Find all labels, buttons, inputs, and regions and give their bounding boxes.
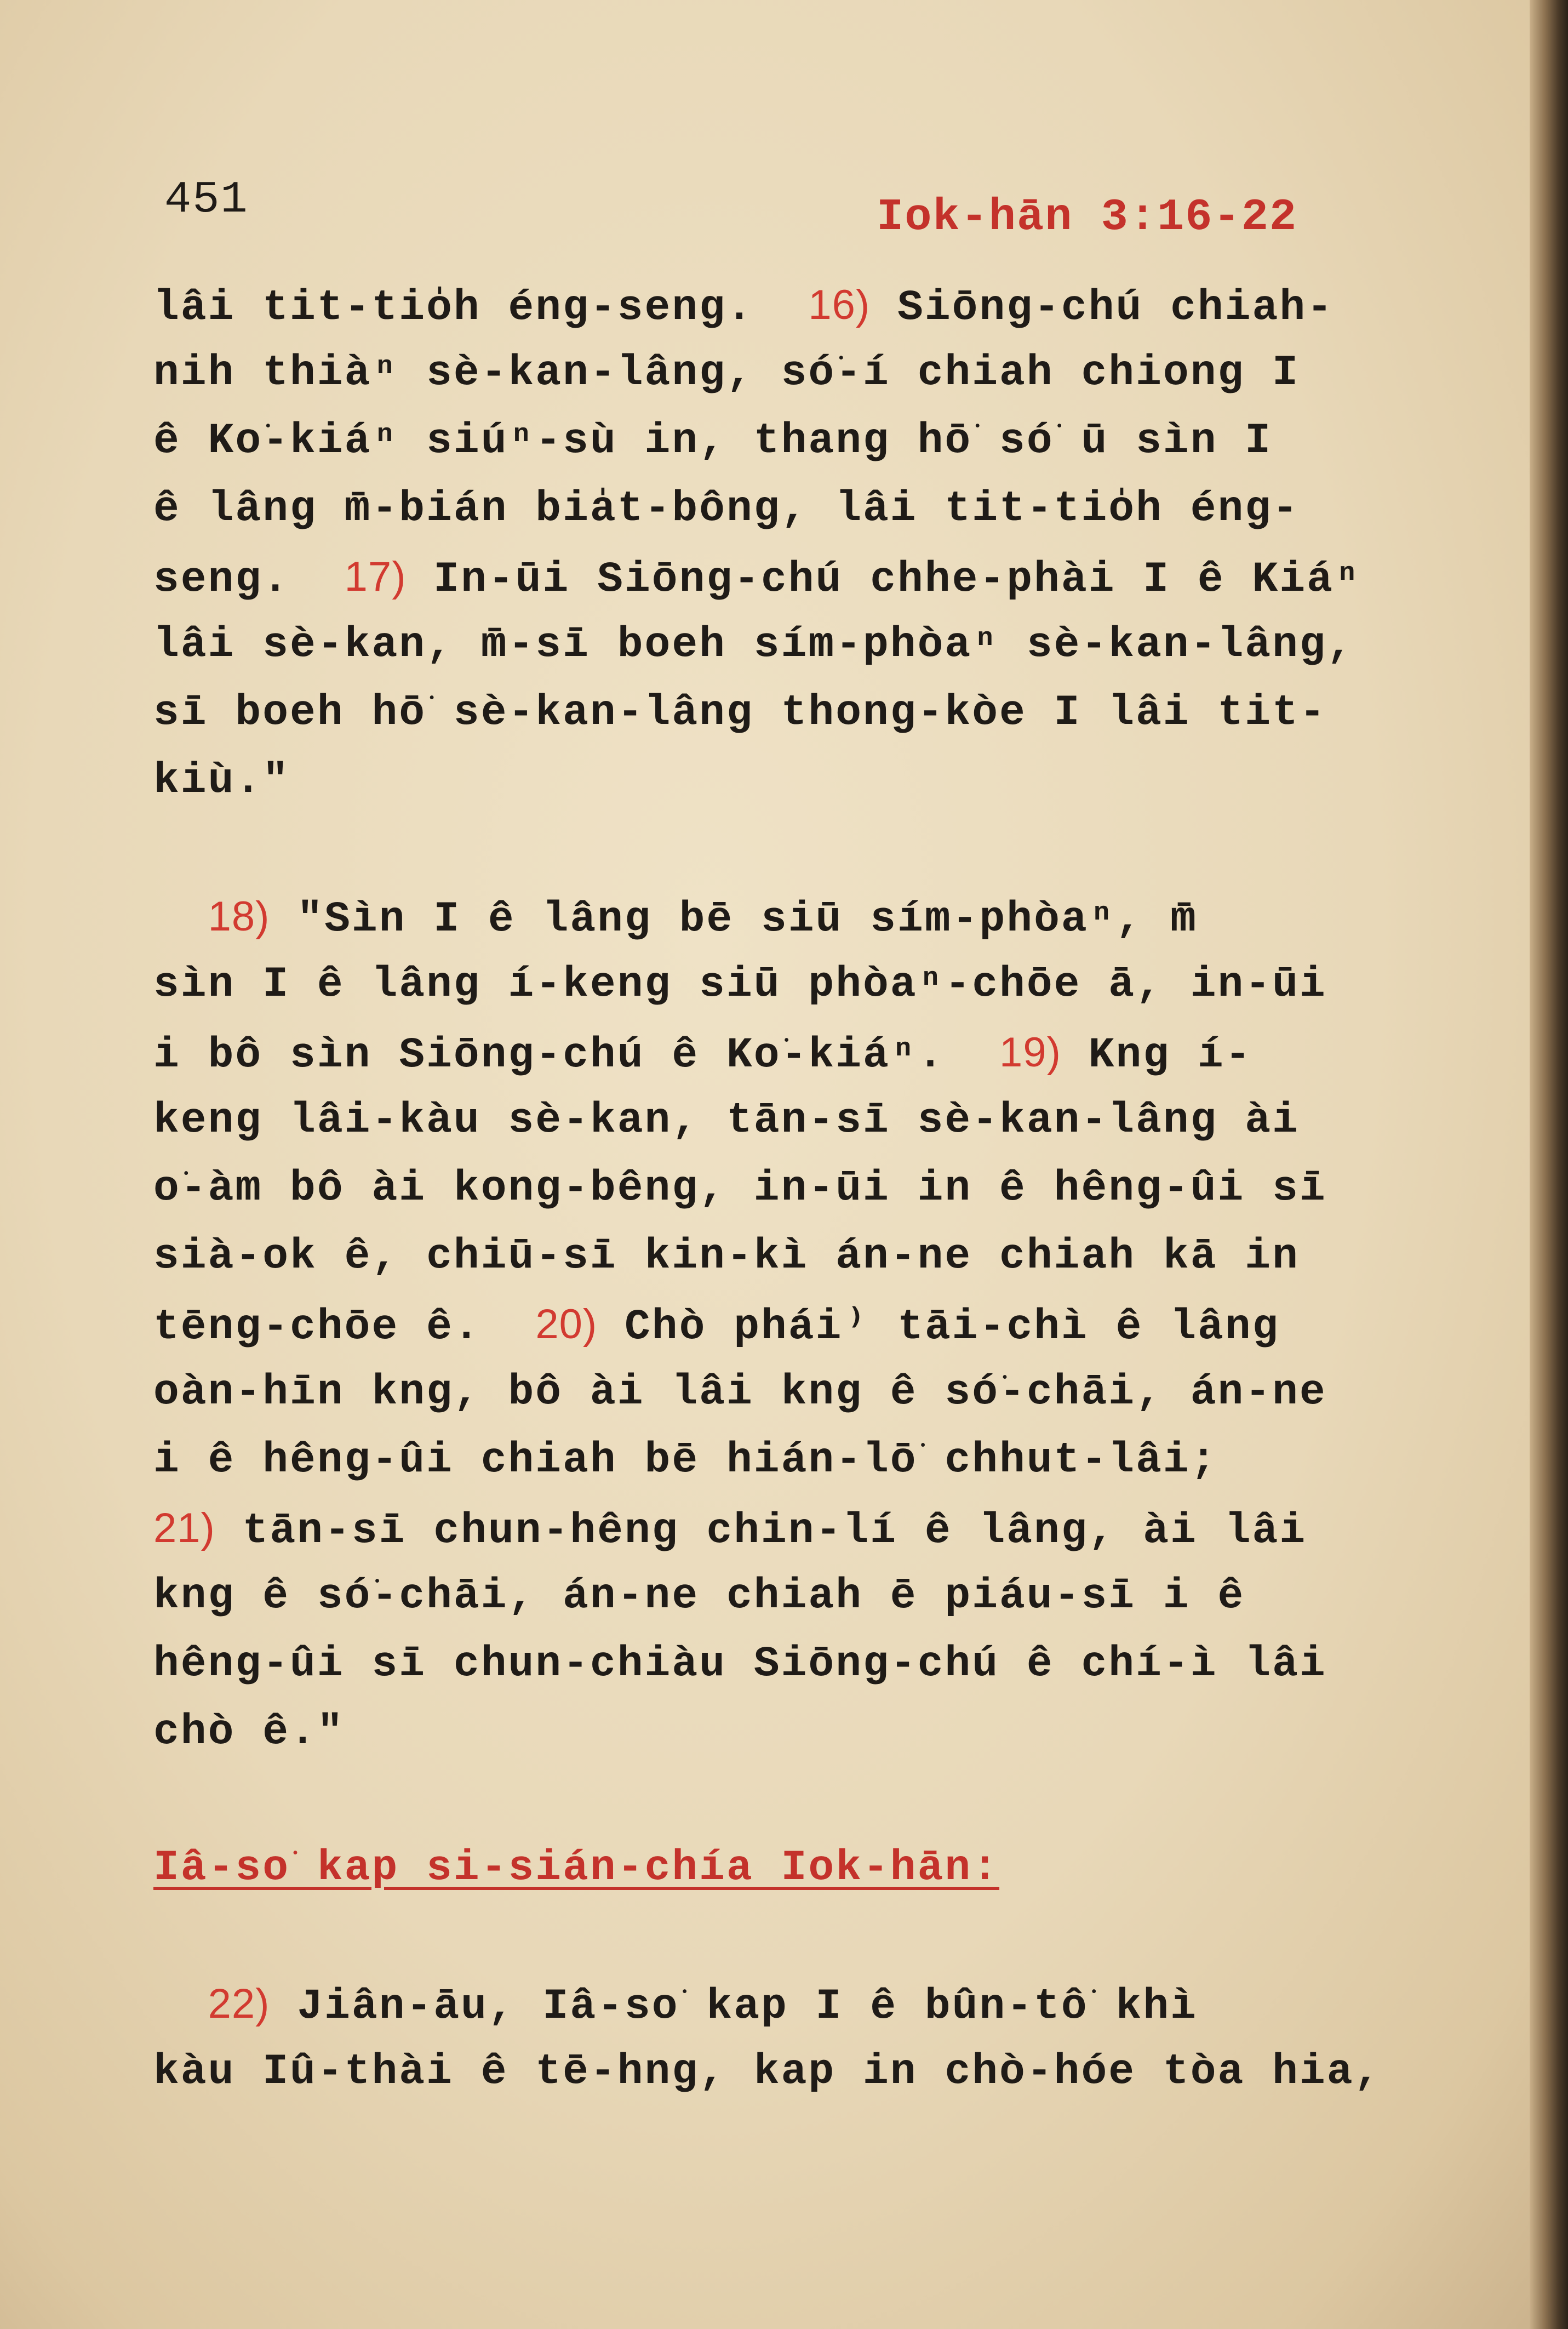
line-text: chò ê." [153,1708,345,1756]
line-text: oàn-hīn kng, bô ài lâi kng ê só͘-chāi, án-ne [153,1368,1327,1417]
text-line [153,1970,1414,2038]
text-line [153,1291,1414,1358]
verse-number: 19) [999,1029,1061,1076]
text-line [153,1223,1414,1291]
text-line [153,271,1414,339]
text-line [153,1698,1414,1766]
verse-number: 18) [208,893,270,940]
text-line [153,747,1414,815]
line-text: "Sìn I ê lâng bē siū sím-phòaⁿ, m̄ [270,895,1198,944]
page-edge [1530,0,1568,2329]
line-text [153,1983,208,2031]
line-text: ê lâng m̄-bián bia̍t-bông, lâi tit-tio̍h éng- [153,485,1300,533]
text-line [153,407,1414,475]
line-text: ê Ko͘-kiáⁿ siúⁿ-sù in, thang hō͘ só͘ ū sìn I [153,417,1273,465]
blank-line [153,1902,1414,1970]
verse-number: 20) [535,1301,598,1348]
line-text: lâi tit-tio̍h éng-seng. [153,284,809,332]
line-text: Jiân-āu, Iâ-so͘ kap I ê bûn-tô͘ khì [270,1983,1198,2031]
blank-line [153,1766,1414,1834]
verse-number: 17) [344,553,407,600]
section-heading-line [153,1834,1414,1902]
line-text: keng lâi-kàu sè-kan, tān-sī sè-kan-lâng ài [153,1097,1300,1145]
blank-line [153,815,1414,883]
text-line [153,2038,1414,2106]
running-head: Iok-hān 3:16-22 [877,192,1298,243]
line-text: i ê hêng-ûi chiah bē hián-lō͘ chhut-lâi; [153,1436,1218,1485]
verse-number: 16) [808,282,871,328]
verse-number: 21) [153,1505,215,1551]
line-text: sià-ok ê, chiū-sī kin-kì án-ne chiah kā in [153,1232,1300,1281]
line-text [153,895,208,944]
text-line [153,611,1414,679]
line-text: Siōng-chú chiah- [870,284,1334,332]
line-text: tēng-chōe ê. [153,1303,536,1351]
line-text: lâi sè-kan, m̄-sī boeh sím-phòaⁿ sè-kan-lâng, [153,621,1354,669]
text-line [153,883,1414,951]
text-line [153,679,1414,747]
verse-number: 22) [208,1980,270,2027]
line-text: kiù." [153,757,290,805]
line-text: Chò phái⁾ tāi-chì ê lâng [597,1303,1280,1351]
text-line [153,1494,1414,1562]
line-text: kng ê só͘-chāi, án-ne chiah ē piáu-sī i ê [153,1572,1245,1620]
text-block [153,271,1414,2106]
text-line [153,1562,1414,1630]
text-line [153,951,1414,1019]
line-text: sìn I ê lâng í-keng siū phòaⁿ-chōe ā, in-ūi [153,961,1327,1009]
text-line [153,1426,1414,1494]
line-text: i bô sìn Siōng-chú ê Ko͘-kiáⁿ. [153,1031,1000,1080]
line-text: o͘-àm bô ài kong-bêng, in-ūi in ê hêng-ûi sī [153,1164,1327,1213]
text-line [153,1019,1414,1087]
text-line [153,1087,1414,1155]
text-line [153,1155,1414,1223]
section-heading: Iâ-so͘ kap si-sián-chía Iok-hān: [153,1844,1000,1892]
line-text: hêng-ûi sī chun-chiàu Siōng-chú ê chí-ì lâi [153,1640,1327,1688]
text-line [153,339,1414,407]
line-text: kàu Iû-thài ê tē-hng, kap in chò-hóe tòa hia, [153,2048,1382,2096]
text-line [153,1630,1414,1698]
line-text: seng. [153,556,345,604]
page-number: 451 [164,174,249,225]
text-line [153,1358,1414,1426]
line-text: In-ūi Siōng-chú chhe-phài I ê Kiáⁿ [406,556,1361,604]
line-text: nih thiàⁿ sè-kan-lâng, só͘-í chiah chiong I [153,349,1300,397]
line-text: Kng í- [1061,1031,1252,1080]
line-text: sī boeh hō͘ sè-kan-lâng thong-kòe I lâi tit- [153,689,1327,737]
line-text: tān-sī chun-hêng chin-lí ê lâng, ài lâi [215,1507,1307,1555]
text-line [153,475,1414,543]
text-line [153,543,1414,611]
